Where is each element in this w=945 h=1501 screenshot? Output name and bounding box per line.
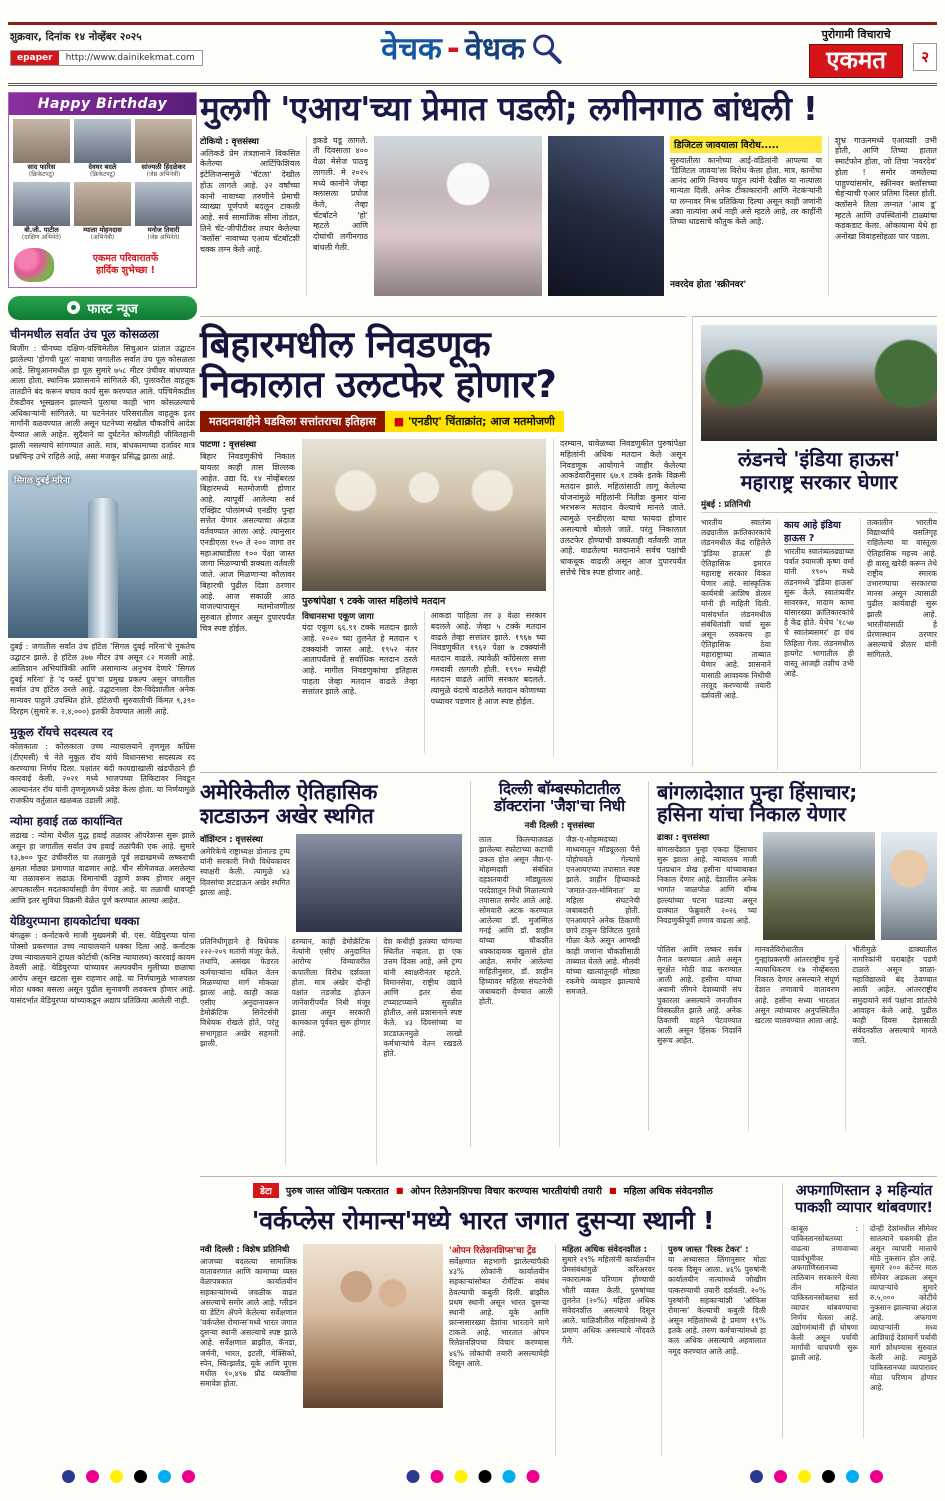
flower-bouquet-icon — [14, 248, 54, 282]
highlight-box-body: सुरुवातीला कानोच्या आई-वडिलांनी आपल्या या 'डिजिटल जावया'ला विरोध केला होता. मात्र, कानोचा आनंद आणि निश्चय पाहून त्यांनी देखील या नात्याला मान्यता दिली. अनेक टीकाकारांनी आणि नेटकऱ्यांनी या लग्नावर मिश्र प्रतिक्रिया दिल्या असून काही जणांनी अशा नात्यांना अर्थ नाही असे म्हटले आहे, तर काहींनी तिच्या धाडसाचे कौतुक केले आहे. — [670, 155, 822, 227]
dubai-tower-photo — [8, 470, 197, 638]
us-col-byline — [200, 834, 290, 932]
registration-dot — [158, 1470, 171, 1483]
birthday-portrait — [13, 182, 70, 226]
birthday-portrait — [135, 182, 192, 226]
fast-news-body: लडाख : न्योमा येथील युद्ध हवाई तळावर ऑपरेशन्स सुरू झाले असून हा जगातील सर्वात उंच हवाई तळांपैकी एक आहे. सुमारे १३,७०० फूट उंचीवरील या तळामुळे पूर्व लडाखमध्ये लष्कराची क्षमता मोठ्या प्रमाणात वाढणार आहे. चीन सीमेजवळ असलेल्या या तळावरून लढाऊ विमानांची उड्डाणे शक्य होणार असून आपत्कालीन मदतकार्यासही वेग येणार आहे. या तळाची धावपट्टी आणि इतर सुविधा विक्रमी वेळेत पूर्ण करण्यात आल्या आहेत. — [10, 831, 195, 905]
birthday-role: (दाक्षिण अभिनेते) — [21, 233, 62, 241]
highlight-box-title: डिजिटल जावयाला विरोध..... — [670, 136, 822, 153]
army-patrol-photo — [763, 832, 875, 940]
workplace-col2 — [449, 1244, 549, 1456]
us-headline-line1: अमेरिकेतील ऐतिहासिक — [200, 780, 378, 804]
bihar-under-head: विधानसभा एकूण जागा — [302, 612, 374, 623]
bullet-icon: ■ — [609, 1186, 617, 1195]
epaper-url-link[interactable]: http://www.dainikekmat.com — [65, 53, 195, 63]
bihar-under-columns — [302, 611, 546, 753]
epaper-bar — [10, 50, 203, 66]
birthday-person — [11, 117, 72, 180]
masthead — [8, 22, 937, 86]
tower-photo-caption: सिगल दुबई मरिना — [14, 476, 70, 487]
masthead-left — [10, 30, 203, 66]
kicker-item-1: पुरुष जास्त जोखिम पत्करतात — [285, 1186, 389, 1197]
fast-news-headline: येडियुरप्पाना हायकोर्टाचा धक्का — [10, 913, 140, 928]
tower-shape — [88, 498, 118, 638]
workplace-col1 — [200, 1244, 297, 1456]
bangladesh-headline-line2: हसिना यांचा निकाल येणार — [657, 802, 846, 827]
birthday-role: (क्रिकेटपटू) — [89, 170, 116, 178]
registration-dot — [182, 1470, 195, 1483]
bihar-under-col1 — [302, 611, 418, 753]
afghanistan-text: काबूल : पाकिस्तानसोबतच्या वाढत्या तणावाच्या पार्श्वभूमीवर अफगाणिस्तानच्या तालिबान सरकारने येत्या तीन महिन्यांत पाकिस्तानसोबतचा सर्व व्यापार थांबवण्याचा निर्णय घेतला आहे. उद्योगमंत्र्यांनी ही घोषणा केली असून पर्यायी मार्गांची चाचपणी सुरू झाली आहे. — [791, 1223, 858, 1362]
birthday-person — [133, 117, 194, 180]
print-registration-marks — [0, 1470, 945, 1486]
lead-column-1 — [200, 136, 300, 296]
delhi-headline-line2: डॉक्टरांना 'जैश'चा निधी — [494, 797, 625, 816]
london-col2 — [777, 518, 854, 770]
bihar-leaders-photo — [302, 439, 546, 591]
bangladesh-headline — [657, 781, 937, 826]
london-columns — [701, 518, 937, 770]
birthday-name: सांज्यली हिंदळेकर — [141, 163, 186, 171]
brand-block — [809, 27, 903, 78]
afghanistan-story — [782, 1183, 937, 1438]
fast-news-column — [8, 296, 197, 1007]
workplace-byline: नवी दिल्ली : विशेष प्रतिनिधी — [200, 1245, 290, 1255]
middle-story-row — [200, 772, 937, 1168]
workplace-col3 — [555, 1244, 655, 1456]
birthday-person — [11, 180, 72, 243]
registration-dot — [430, 1470, 443, 1483]
lead-kicker: नवरदेव होता 'स्क्रीनवर' — [670, 279, 747, 290]
ai-bride-photo — [374, 136, 542, 296]
birthday-role: (अभिनेत्री) — [90, 233, 115, 241]
bangladesh-top — [657, 832, 937, 940]
fast-news-headline: न्योमा हवाई तळ कार्यान्वित — [10, 813, 123, 828]
birthday-name: म्याला मोहनदास — [83, 226, 122, 235]
bangladesh-col-byline — [657, 832, 757, 940]
office-couple-photo — [303, 1244, 443, 1408]
birthday-photo-grid — [9, 115, 196, 246]
risk-subhead: पुरुष जास्त 'रिस्क टेकर' : — [668, 1244, 749, 1254]
us-top — [200, 834, 462, 932]
bihar-content — [200, 439, 686, 757]
fast-news-body: बिजींग : चीनच्या दक्षिण-पश्चिमेतील सिचुआन प्रांतात उद्घाटन झालेल्या 'होगची पूल' नावाचा जगातील सर्वात उंच पूल कोसळला आहे. सिचुआनमधील हा पूल सुमारे ७५८ मीटर उंचीवर बांधण्यात आला होता. स्थानिक प्रशासनाने सांगितले की, पुलावरील वाहतूक तातडीने बंद करून बचाव कार्य सुरू करण्यात आले. पश्चिमेकडील टेकडीवर भूस्खलन झाल्याने पुलाचा काही भाग कोसळल्याचे अधिकाऱ्यांनी सांगितले. या घटनेनंतर परिसरातील वाहतूक इतर मार्गांनी वळवण्यात आली असून घटनेच्या सखोल चौकशीचे आदेश देण्यात आले आहेत. सुदैवाने या दुर्घटनेत कोणतीही जीवितहानी झाली नसल्याचे सांगण्यात आले. मात्र, बांधकामाच्या दर्जावर मात्र प्रश्नचिन्ह उभे राहिले आहे, असा मजकूर प्रसिद्ध झाला आहे. — [10, 344, 195, 461]
delhi-text: लाल किल्ल्याजवळ झालेल्या स्फोटाच्या कटाची उकल होत असून जैश-ए-मोहम्मदशी संबंधित दहशतवादी मॉड्यूलला परदेशातून निधी मिळाल्याचे तपासात समोर आले आहे. सोमवारी अटक करण्यात आलेल्या डॉ. मुजम्मिल गनई आणि डॉ. शाहीन यांच्या चौकशीत धक्कादायक खुलासे होत आहेत. समोर आलेल्या माहितीनुसार, डॉ. शाहीन हिच्यावर महिला संघटनेची जबाबदारी देण्यात आली होती. — [479, 834, 553, 1007]
india-house-photo — [701, 325, 937, 441]
lead-story — [200, 89, 937, 310]
banner-separator: - — [446, 31, 460, 67]
bihar-text: दरम्यान, यावेळच्या निवडणुकीत पुरुषांपेक्षा महिलांनी अधिक मतदान केले असून निवडणूक आयोगाने जाहीर केलेल्या आकडेवारीनुसार ६७.१ टक्के इतके विक्रमी मतदान झाले. महिलांसाठी लागू केलेल्या योजनांमुळे महिलांनी नितीश कुमार यांना भरभरून मतदान केल्याचे मानले जाते. त्यामुळे एनडीएला याचा फायदा होणार असल्याचे बोलले जाते. परंतु निकालात उलटफेर होण्याची शक्यताही वर्तवली जात आहे. वाढलेल्या मतदानाने सर्वच पक्षांची धाकधूक वाढली असून आज दुपारपर्यंत सत्तेचे चित्र स्पष्ट होणार आहे. — [560, 439, 686, 577]
fast-news-title: फास्ट न्यूज — [87, 301, 138, 317]
bangladesh-headline-line1: बांगलादेशात पुन्हा हिंसाचार; — [657, 780, 858, 804]
registration-dot — [774, 1470, 787, 1483]
bangladesh-text: बांगलादेशात पुन्हा एकदा हिंसाचार सुरू झाला आहे. न्यायालय माजी पंतप्रधान शेख हसीना यांच्याबाबत निकाल देणार आहे. देशातील अनेक भागांत जाळपोळ आणि बॉम्ब हल्ल्यांच्या घटना घडल्या असून ढाक्यात फेब्रुवारी २०२६ च्या निवडणुकीपूर्वी तणाव वाढला आहे. — [657, 844, 757, 925]
london-col1 — [701, 518, 771, 770]
lead-column-3 — [828, 136, 937, 296]
registration-dot — [846, 1470, 859, 1483]
birthday-name: मनोज तिवारी — [147, 226, 180, 235]
bullet-icon: ■ — [395, 1186, 404, 1195]
us-shutdown-story — [200, 781, 462, 1165]
workplace-text: आजच्या बदलत्या सामाजिक वातावरणात आणि कामाच्या व्यस्त वेळापत्रकात कार्यालयीन सहकाऱ्यांमध्ये जवळीक वाढत असल्याचे समोर आले आहे. ग्लीडन या डेटिंग ॲपने केलेल्या सर्वेक्षणात 'वर्कप्लेस रोमान्स'मध्ये भारत जगात दुसऱ्या स्थानी असल्याचे स्पष्ट झाले आहे. सर्वेक्षणात ब्राझील, कॅनडा, जर्मनी, भारत, इटली, मेक्सिको, स्पेन, स्वित्झर्लंड, यूके आणि यूएस मधील १०,४९७ प्रौढ व्यक्तींचा समावेश होता. — [200, 1257, 297, 1389]
bihar-byline: पाटणा : वृत्तसंस्था — [200, 440, 257, 451]
workplace-text: सर्वेक्षणात सहभागी झालेल्यांपैकी ४३% लोकांनी कार्यालयीन सहकाऱ्यांसोबत रोमँटिक संबंध ठेवल्याची कबुली दिली. ब्राझील प्रथम स्थानी असून भारत दुसऱ्या स्थानी आहे. यूके आणि फ्रान्ससारख्या देशांना भारताने मागे टाकले आहे. भारतात ओपन रिलेशनशिपचा विचार करण्यास ४६% लोकांची तयारी असल्याचेही दिसून आले. — [449, 1257, 549, 1368]
birthday-footer — [9, 246, 196, 287]
bihar-subhead-strip — [200, 411, 564, 432]
delhi-text: जैश-ए-मोहम्मदच्या माध्यमातून मॉड्यूलला पैसे पोहोचवले गेल्याचे एनआयएच्या तपासात स्पष्ट झाले. शाहीन हिच्याकडे 'जमात-उल-मोमिनात' या महिला संघटनेची जबाबदारी होती. एनआयएने अनेक ठिकाणी छापे टाकून डिजिटल पुरावे गोळा केले असून आणखी काही जणांना चौकशीसाठी ताब्यात घेतले आहे. मौलवी यांच्या खात्यांतूनही मोठ्या रकमेचे व्यवहार झाल्याचे समजते. — [566, 834, 640, 997]
bangladesh-story — [648, 781, 937, 1131]
registration-dot — [478, 1470, 491, 1483]
banner-word-vechak: वेचक — [381, 30, 442, 67]
birthday-portrait — [74, 182, 131, 226]
digital-son-in-law-box — [670, 136, 822, 296]
london-headline-line1: लंडनचे 'इंडिया हाऊस' — [737, 447, 901, 471]
bihar-election-story — [200, 316, 686, 766]
registration-cluster-right — [750, 1470, 883, 1483]
us-text: प्रतिनिधीगृहाने हे विधेयक २२२-२०९ मतांनी मंजूर केले. तथापि, असंख्य फेडरल कर्मचाऱ्यांना थकित वेतन मिळण्याचा मार्ग मोकळा झाला आहे. काही काळ एसीए अनुदानावरून डेमोक्रॅटिक सिनेटर्सनी विधेयक रोखले होते, परंतु सभागृहात अखेर सहमती झाली. — [200, 937, 279, 1048]
lead-column-2 — [306, 136, 368, 296]
data-label: डेटा — [253, 1183, 279, 1198]
bangladesh-columns — [657, 945, 937, 1131]
lead-text: इकडे घडू लागले. ती दिवसाला ४०० वेळा मेसेज पाठवू लागली. मे २०२५ मध्ये कानोने जेव्हा क्लासला प्रपोज केले, तेव्हा चॅटबॉटने 'हो' म्हटले आणि दोघांची लगीनगाठ बांधली गेली. — [313, 135, 368, 252]
registration-dot — [526, 1470, 539, 1483]
registration-dot — [502, 1470, 515, 1483]
bihar-center — [302, 439, 546, 757]
women-subhead: महिला अधिक संवेदनशील : — [562, 1244, 647, 1254]
bangladesh-text: भीतीमुळे ढाक्यातील नागरिकांनी घराबाहेर पडणे टाळले असून शाळा-महाविद्यालये बंद ठेवण्यात आली आहेत. आंतरराष्ट्रीय समुदायाने सर्व पक्षांना शांततेचे आवाहन केले आहे. पुढील काही दिवस देशासाठी संवेदनशील असल्याचे मानले जाते. — [852, 944, 937, 1046]
bihar-headline-line1: बिहारमधील निवडणूक — [200, 323, 491, 366]
birthday-person — [133, 180, 194, 243]
date-line: शुक्रवार, दिनांक १४ नोव्हेंबर २०२५ — [10, 31, 142, 43]
us-text: दरम्यान, काही डेमोक्रॅटिक नेत्यांनी एसीए अनुदानित आरोग्य विम्यावरील कपातीला विरोध दर्शवला होता. मात्र अखेर दोन्ही पक्षांत तडजोड होऊन जानेवारीपर्यंत निधी मंजूर झाला असून सरकारी कामकाज पूर्ववत सुरू होणार आहे. — [291, 937, 371, 1038]
registration-dot — [822, 1470, 835, 1483]
us-byline: वॉशिंग्टन : वृत्तसंस्था — [200, 835, 263, 846]
workplace-col4 — [661, 1244, 766, 1456]
bangladesh-byline: ढाका : वृत्तसंस्था — [657, 832, 710, 843]
fast-news-header — [8, 296, 197, 320]
registration-dot — [134, 1470, 147, 1483]
happy-birthday-box — [8, 92, 197, 288]
delhi-columns — [479, 835, 640, 1147]
brand-logo: एकमत — [809, 44, 903, 78]
wish-line-2: हार्दिक शुभेच्छा ! — [96, 264, 155, 276]
page-number: २ — [913, 43, 937, 71]
bihar-text: यंदा एकूण ६६.९१ टक्के मतदान झाले आहे. २०२० च्या तुलनेत हे मतदान ९ टक्क्यांनी जास्त आहे. १९५२ नंतर आतापर्यंतचे हे सर्वाधिक मतदान ठरले आहे. मागील निवडणुकांचा इतिहास पाहता जेव्हा मतदान वाढले तेव्हा सत्तांतर झाले आहे. — [302, 623, 418, 697]
bihar-column-left — [200, 439, 295, 757]
london-byline: मुंबई : प्रतिनिधी — [701, 499, 937, 513]
workplace-romance-story — [200, 1183, 766, 1456]
us-headline — [200, 781, 462, 828]
london-text: तत्कालीन भारतीय विद्यार्थ्यांचे वसतिगृह राहिलेल्या या वास्तूला ऐतिहासिक महत्त्व आहे. ही वास्तू खरेदी करून तेथे राष्ट्रीय स्मारक उभारण्याचा सरकारचा मानस असून त्यासाठी पुढील कार्यवाही सुरू झाली आहे. भारतीयांसाठी हे प्रेरणास्थान ठरणार असल्याचे शेलार यांनी सांगितले. — [867, 518, 937, 660]
workplace-kicker-strip — [200, 1183, 766, 1198]
birthday-role: (जेष्ठ अभिनेते) — [147, 233, 180, 241]
registration-dot — [110, 1470, 123, 1483]
bihar-text: आकडा पाहिला तर ३ वेळा सरकार बदलले आहे. जेव्हा ५ टक्के मतदान वाढले तेव्हा सत्तांतर झाले. १९६७ च्या निवडणुकीत १९६२ पेक्षा ७ टक्क्यांनी मतदान वाढले. त्यावेळी काँग्रेसला सत्ता गमवावी लागली होती. १९९० मध्येही मतदान वाढले आणि सरकार बदलले. त्यामुळे यंदाचे वाढलेले मतदान कोणाच्या पथ्यावर पडणार हे आज स्पष्ट होईल. — [430, 611, 546, 706]
registration-dot — [62, 1470, 75, 1483]
birthday-name: बी.जी. पाटील — [24, 226, 59, 235]
trend-subhead: 'ओपन रिलेशनशिप्स'चा ट्रेंड — [449, 1246, 537, 1256]
registration-dot — [86, 1470, 99, 1483]
wish-line-1: एकमत परिवारातर्फे — [92, 252, 159, 264]
birthday-role: (क्रिकेटपटू) — [28, 170, 55, 178]
banner-word-vedhak: वेधक — [464, 30, 525, 67]
workplace-content — [200, 1244, 766, 1456]
london-headline-line2: महाराष्ट्र सरकार घेणार — [740, 470, 898, 494]
london-col3 — [860, 518, 937, 770]
fast-news-headline: चीनमधील सर्वात उंच पूल कोसळला — [10, 326, 159, 341]
lead-text: अलिकडे प्रेम तंत्रज्ञानाने विकसित केलेल्या आर्टिफिशियल इंटेलिजन्समुळे 'चॅटला' देखील होऊ लागले आहे. ३२ वर्षांच्या कानो नावाच्या तरुणीने प्रेमाची व्याख्या पूर्णपणे बदलून टाकली आहे. सर्व सामाजिक सीमा तोडत, तिने चॅट-जीपीटीवर तयार केलेल्या 'क्लॉस' नावाच्या एआय चॅटबॉटशी चक्क लग्न केले आहे. — [200, 148, 300, 255]
bangladesh-text: मानवतेविरोधातील गुन्ह्यांप्रकरणी आंतरराष्ट्रीय गुन्हे न्यायाधिकरण १७ नोव्हेंबरला निकाल देणार असल्याने संपूर्ण देशात तणावाचे वातावरण आहे. हसीना सध्या भारतात असून त्यांच्यावर अनुपस्थितीत खटला चालवण्यात आला आहे. — [754, 944, 840, 1025]
lead-byline: टोकियो : वृत्तसंस्था — [200, 136, 259, 147]
screen-groom-photo — [548, 136, 664, 296]
workplace-headline: 'वर्कप्लेस रोमान्स'मध्ये भारत जगात दुसऱ्या स्थानी ! — [251, 1206, 715, 1235]
bihar-column-right — [553, 439, 686, 757]
subhead-left: मतदानवाहीने घडविला सत्तांतराचा इतिहास — [200, 411, 385, 432]
bihar-headline-line2: निकालात उलटफेर होणार? — [200, 362, 557, 406]
happy-birthday-header: Happy Birthday — [9, 93, 196, 115]
birthday-portrait — [13, 119, 70, 163]
delhi-byline: नवी दिल्ली : वृत्तसंस्था — [524, 820, 595, 831]
afghanistan-headline: अफगाणिस्तान ३ महिन्यांत पाकशी व्यापार थांबवणार! — [795, 1183, 933, 1217]
magnifier-icon — [530, 32, 564, 66]
birthday-name: साद फारिस — [27, 163, 56, 171]
subhead-right — [385, 411, 564, 432]
fast-news-bullet-icon — [67, 301, 80, 314]
delhi-headline — [479, 781, 640, 816]
birthday-role: (जेष्ठ अभिनेत्री) — [146, 170, 181, 178]
fast-news-body: दुबई : जगातील सर्वात उंच हॉटेल 'सिगल दुबई मरिना'चे नुकतेच उद्घाटन झाले. हे हॉटेल ३७७ मीटर उंच असून ८२ मजली आहे. आलिशान अभियांत्रिकी आणि असामान्य अनुभव देणारे 'सिगल दुबई मरिना' हे 'द फर्स्ट ग्रुप'चा प्रमुख प्रकल्प असून जगातील सर्वात उंच हॉटेल ठरले आहे. उद्घाटनाला देश-विदेशांतील अनेक मान्यवर पाहुणे उपस्थित होते. हॉटेलची सुरुवातीची किंमत ९,३९० दिरहम (सुमारे रु. २,४,०००) इतकी ठेवण्यात आली आहे. — [10, 642, 195, 716]
london-text: भारतीय स्वातंत्र्य लढ्यातील क्रांतिकारकांचे लंडनमधील केंद्र राहिलेले 'इंडिया हाऊस' ही ऐतिहासिक इमारत महाराष्ट्र सरकार विकत घेणार आहे. सांस्कृतिक कार्यमंत्री आशिष शेलार यांनी ही माहिती दिली. यासंदर्भात लंडनमधील संबंधितांशी चर्चा सुरू असून लवकरच हा ऐतिहासिक ठेवा महाराष्ट्राच्या ताब्यात येणार आहे. शासनाने यासाठी आवश्यक निधीची तरतूद करण्याची तयारी दर्शवली आहे. — [701, 518, 771, 700]
brand-tagline: पुरोगामी विचाराचे — [821, 28, 891, 41]
kicker-item-3: महिला अधिक संवेदनशील — [623, 1186, 713, 1197]
sheikh-hasina-photo — [881, 832, 937, 940]
registration-dot — [870, 1470, 883, 1483]
birthday-person — [72, 117, 133, 180]
bihar-text: बिहार निवडणुकीचे निकाल यायला काही तास शिल्लक आहेत. उद्या दि. १४ नोव्हेंबरला बिहारमध्ये मतमोजणी होणार आहे. त्यापूर्वी आलेल्या सर्व एक्झिट पोलांमध्ये एनडीए पुन्हा सत्तेत येणार असल्याचा अंदाज वर्तवण्यात आला आहे. त्यानुसार एनडीएला १५० ते २०० जागा तर महाआघाडीला १०० पेक्षा जास्त जागा मिळण्याची शक्यता वर्तवली जाते. आज मिळणाऱ्या कौलावर बिहारची पुढील दिशा ठरणार आहे. आज सकाळी आठ वाजल्यापासून मतमोजणीला सुरुवात होणार असून दुपारपर्यंत चित्र स्पष्ट होईल. — [200, 452, 295, 633]
fast-news-body: बंगळुरू : कर्नाटकचे माजी मुख्यमंत्री बी. एस. येडियुरप्पा यांना पोक्सो प्रकरणात उच्च न्यायालयाने धक्का दिला आहे. कर्नाटक उच्च न्यायालयाने ट्रायल कोर्टाची (कनिष्ठ न्यायालय) कारवाई कायम ठेवली आहे. येडियुरप्पा यांच्यावर अल्पवयीन मुलीच्या छळाचा आरोप असून खटला सुरू राहणार आहे. या निर्णयामुळे भाजपला मोठा धक्का बसला असून पुढील सुनावणी लवकरच होणार आहे. यासंदर्भात येडियुरप्पा यांच्याकडून अद्याप प्रतिक्रिया आलेली नाही. — [10, 931, 195, 1005]
lead-content — [200, 136, 937, 296]
india-house-box-title: काय आहे इंडिया हाऊस ? — [784, 518, 854, 545]
birthday-portrait — [74, 119, 131, 163]
left-sidebar — [8, 92, 197, 1460]
birthday-wish — [60, 253, 191, 277]
lead-headline: मुलगी 'एआय'च्या प्रेमात पडली; लगीनगाठ बांधली ! — [200, 89, 818, 128]
section-banner — [381, 31, 564, 67]
bihar-photo-caption: पुरुषांपेक्षा ९ टक्के जास्त महिलांचे मतदान — [302, 596, 446, 608]
epaper-label: epaper — [11, 51, 59, 65]
birthday-portrait — [135, 119, 192, 163]
lead-text: शुभ्र गाऊनमध्ये एआयशी उभी होती, आणि तिच्या हातात स्मार्टफोन होता, जो तिचा 'नवरदेव' होता ! समोर जमलेल्या पाहुण्यांसमोर, स्क्रीनवर क्लॉसच्या चेहऱ्याची एआर प्रतिमा दिसत होती. क्लॉसने तिला लग्नात 'आय डू' म्हटले आणि उपस्थितांनी टाळ्यांचा कडकडाट केला. ओकायामा येथे हा अनोखा विवाहसोहळा पार पडला. — [835, 135, 937, 242]
bihar-headline — [200, 325, 686, 404]
us-text: अमेरिकेचे राष्ट्राध्यक्ष डोनाल्ड ट्रम्प यांनी सरकारी निधी विधेयकावर स्वाक्षरी केली. त्यामुळे ४३ दिवसांचा शटडाऊन अखेर स्थगित झाला आहे. — [200, 847, 290, 897]
us-text: देश कधीही इतक्या चांगल्या स्थितीत नव्हता. हा एक उत्तम दिवस आहे, असे ट्रम्प यांनी स्वाक्षरीनंतर म्हटले. विमानसेवा, राष्ट्रीय उद्याने आणि इतर सेवा टप्प्याटप्प्याने सुरळीत होतील, असे प्रशासनाने स्पष्ट केले. ४३ दिवसांच्या या शटडाऊनमुळे लाखो कर्मचाऱ्यांचे वेतन रखडले होते. — [383, 937, 462, 1058]
workplace-text: या अभ्यासात लिंगानुसार मोठा फरक दिसून आला. ४६% पुरुषांनी कार्यालयीन नात्यांमध्ये जोखीम पत्करण्याची तयारी दर्शवली. २०% पुरुषांनी सहकाऱ्यांशी 'ऑफिस रोमान्स' केल्याची कबुली दिली असून महिलांमध्ये हे प्रमाण १९% इतके आहे. तरुण कर्मचाऱ्यांमध्ये हा कल अधिक असल्याचे अहवालात नमूद करण्यात आले आहे. — [668, 1255, 766, 1356]
bottom-story-row — [200, 1176, 937, 1462]
delhi-blast-story — [470, 781, 640, 1147]
us-columns — [200, 937, 462, 1165]
fast-news-body: कोलकाता : कोलकाता उच्च न्यायालयाने तृणमूल काँग्रेस (टीएमसी) चे नेते मुकूल रॉय यांचे विधानसभा सदस्यत्व रद करण्याचा निर्णय दिला. पक्षांतर बंदी कायद्याखाली खंडपीठाने ही कारवाई केली. २०२१ मध्ये भाजपच्या तिकिटावर निवडून आल्यानंतर रॉय यांनी तृणमूलमध्ये प्रवेश केला होता. या निर्णयामुळे राजकीय वर्तुळात खळबळ उडाली आहे. — [10, 742, 195, 805]
registration-dot — [798, 1470, 811, 1483]
bihar-under-col2 — [424, 611, 547, 753]
registration-dot — [406, 1470, 419, 1483]
fast-news-headline: मुकूल रॉयचे सदस्यत्व रद — [10, 724, 113, 739]
bullet-icon: ■ — [393, 415, 405, 429]
trump-signing-photo — [296, 834, 462, 932]
registration-cluster-center — [406, 1470, 539, 1483]
india-house-story — [692, 316, 937, 766]
afghanistan-text: दोन्ही देशांमधील सीमेवर सातत्याने चकमकी होत असून व्यापारी मालाचे मोठे नुकसान होत आहे. सुमारे २०० कंटेनर माल सीमेवर अडकला असून व्यापाऱ्यांचे सुमारे रु.५,००० कोटींचे नुकसान झाल्याचा अंदाज आहे. अफगाण व्यापाऱ्यांनी मध्य आशियाई देशांमार्गे पर्यायी मार्ग शोधण्यास सुरुवात केली आहे. त्यामुळे पाकिस्तानच्या व्यापारावर मोठा परिणाम होणार आहे. — [870, 1223, 937, 1392]
us-headline-line2: शटडाऊन अखेर स्थगित — [200, 803, 374, 828]
india-house-box-body: भारतीय स्वातंत्र्यलढ्याच्या पर्वात श्यामजी कृष्ण वर्मा यांनी १९०५ मध्ये लंडनमध्ये 'इंडिया हाऊस' सुरू केले. स्वातंत्र्यवीर सावरकर, मादाम कामा यांसारख्या क्रांतिकारकांचे हे केंद्र होते. येथेच '१८५७ चे स्वातंत्र्यसमर' हा ग्रंथ लिहिला गेला. लंडनमधील हायगेट भागातील ही वास्तू आजही तशीच उभी आहे. — [784, 547, 854, 679]
subhead-right-text: 'एनडीए' चिंताक्रांत; आज मतमोजणी — [408, 415, 555, 429]
registration-dot — [454, 1470, 467, 1483]
delhi-headline-line1: दिल्ली बॉम्बस्फोटातील — [498, 780, 621, 798]
london-headline — [701, 448, 937, 494]
registration-cluster-left — [62, 1470, 195, 1483]
kicker-item-2: ओपन रिलेशनशिपचा विचार करण्यास भारतीयांची तयारी — [410, 1186, 602, 1197]
afghanistan-columns — [791, 1224, 937, 1438]
registration-dot — [750, 1470, 763, 1483]
birthday-person — [72, 180, 133, 243]
birthday-name: देवघर बदले — [88, 163, 117, 171]
bangladesh-text: पोलिस आणि लष्कर सर्वत्र तैनात करण्यात आले असून सुरक्षेत मोठी वाढ करण्यात आली आहे. हसीना यांच्या अवामी लीगने देशव्यापी संप पुकारला असल्याने जनजीवन विस्कळीत झाले आहे. अनेक ठिकाणी वाहने पेटवण्यात आली असून हिंसक निदर्शने सुरूच आहेत. — [657, 944, 742, 1046]
workplace-text: सुमारे २९% महिलांनी कार्यालयीन प्रेमसंबंधांमुळे करिअरवर नकारात्मक परिणाम होण्याची भीती व्यक्त केली. पुरुषांच्या तुलनेत (२०%) महिला अधिक संवेदनशील असल्याचे दिसून आले. चाळिशीतील महिलांमध्ये हे प्रमाण अधिक असल्याचे नोंदवले गेले. — [562, 1255, 655, 1346]
